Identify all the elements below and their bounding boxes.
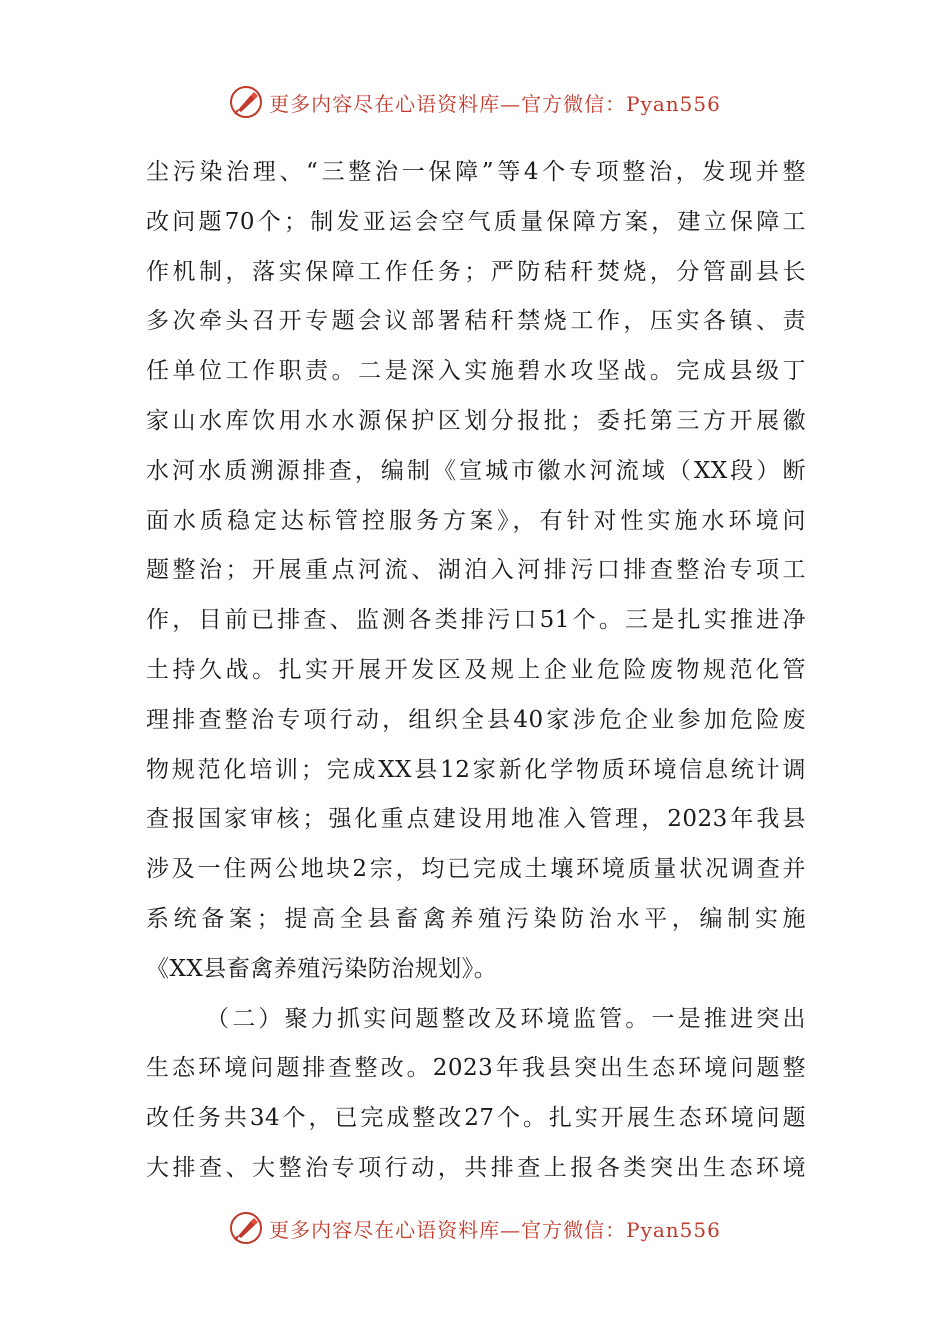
body-line: 改任务共34个，已完成整改27个。扎实开展生态环境问题 <box>146 1105 806 1132</box>
pen-nib-logo-icon <box>229 1211 263 1245</box>
pen-nib-logo-icon <box>229 85 263 119</box>
body-line: 题整治；开展重点河流、湖泊入河排污口排查整治专项工 <box>146 557 806 584</box>
body-line: 查报国家审核；强化重点建设用地准入管理，2023年我县 <box>146 806 806 833</box>
header-watermark-banner <box>0 82 950 122</box>
body-line: 系统备案；提高全县畜禽养殖污染防治水平，编制实施 <box>146 905 806 932</box>
header-watermark-text: 更多内容尽在心语资料库—官方微信：Pyan556 <box>269 91 721 116</box>
body-line: 土持久战。扎实开展开发区及规上企业危险废物规范化管 <box>146 656 806 683</box>
footer-watermark-text: 更多内容尽在心语资料库—官方微信：Pyan556 <box>269 1217 721 1242</box>
body-line: 生态环境问题排查整改。2023年我县突出生态环境问题整 <box>146 1055 806 1082</box>
body-line: 理排查整治专项行动，组织全县40家涉危企业参加危险废 <box>146 706 806 733</box>
body-line: 改问题70个；制发亚运会空气质量保障方案，建立保障工 <box>146 208 806 235</box>
body-line: 面水质稳定达标管控服务方案》，有针对性实施水环境问 <box>146 507 806 534</box>
footer-watermark-banner <box>0 1208 950 1248</box>
body-line: 物规范化培训；完成XX县12家新化学物质环境信息统计调 <box>146 756 806 783</box>
body-line: 涉及一住两公地块2宗，均已完成土壤环境质量状况调查并 <box>146 856 806 883</box>
body-line: 尘污染治理、“三整治一保障”等4个专项整治，发现并整 <box>146 159 806 185</box>
body-line: 家山水库饮用水水源保护区划分报批；委托第三方开展徽 <box>146 407 806 434</box>
document-body <box>146 148 806 1194</box>
body-line: 大排查、大整治专项行动，共排查上报各类突出生态环境 <box>146 1154 806 1181</box>
section-heading-line: （二）聚力抓实问题整改及环境监管。一是推进突出 <box>206 1005 806 1032</box>
body-line: 多次牵头召开专题会议部署秸秆禁烧工作，压实各镇、责 <box>146 308 806 335</box>
body-line: 作，目前已排查、监测各类排污口51个。三是扎实推进净 <box>146 607 806 634</box>
body-line: 任单位工作职责。二是深入实施碧水攻坚战。完成县级丁 <box>146 358 806 385</box>
body-line: 作机制，落实保障工作任务；严防秸秆焚烧，分管副县长 <box>146 258 806 285</box>
body-line: 《XX县畜禽养殖污染防治规划》。 <box>146 955 498 982</box>
body-line: 水河水质溯源排查，编制《宣城市徽水河流域（XX段）断 <box>146 457 806 484</box>
